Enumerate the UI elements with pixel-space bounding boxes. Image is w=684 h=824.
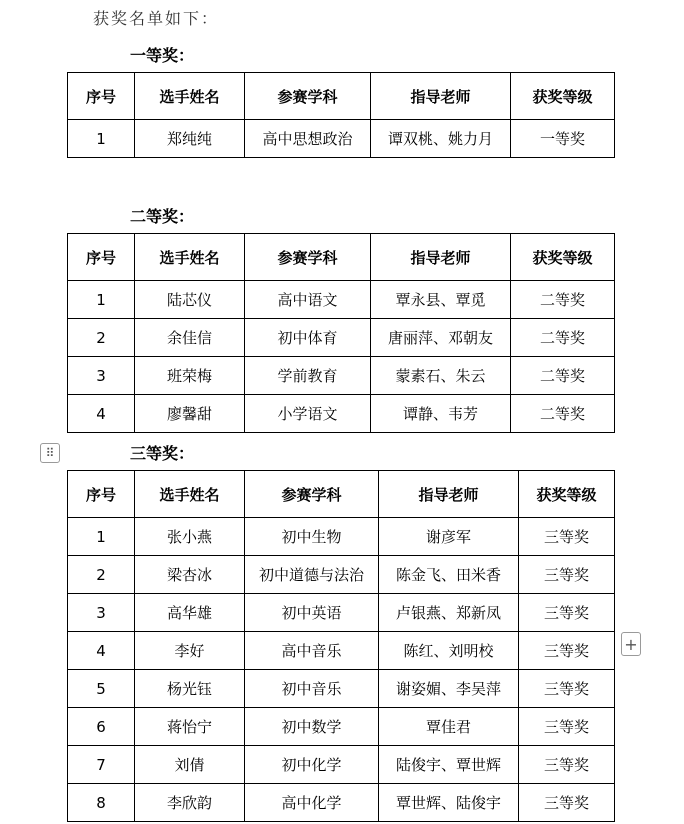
cell-subject[interactable]: 小学语文 [245,395,371,433]
add-row-button[interactable] [621,632,641,656]
cell-teacher[interactable]: 覃佳君 [379,708,519,746]
cell-teacher[interactable]: 卢银燕、郑新凤 [379,594,519,632]
cell-level[interactable]: 三等奖 [519,632,615,670]
cell-name[interactable]: 廖馨甜 [135,395,245,433]
third-prize-table [67,470,615,822]
cell-seq[interactable]: 4 [68,632,135,670]
column-header-teacher: 指导老师 [379,471,519,518]
cell-teacher[interactable]: 陈红、刘明校 [379,632,519,670]
cell-level[interactable]: 三等奖 [519,594,615,632]
cell-subject[interactable]: 初中道德与法治 [245,556,379,594]
table-header-row [68,234,615,281]
cell-subject[interactable]: 初中化学 [245,746,379,784]
cell-seq[interactable]: 5 [68,670,135,708]
cell-subject[interactable]: 学前教育 [245,357,371,395]
column-header-level: 获奖等级 [511,73,615,120]
cell-seq[interactable]: 3 [68,357,135,395]
cell-teacher[interactable]: 谭静、韦芳 [371,395,511,433]
cell-seq[interactable]: 1 [68,120,135,158]
table-row [68,594,615,632]
column-header-subject: 参赛学科 [245,73,371,120]
cell-name[interactable]: 刘倩 [135,746,245,784]
first-prize-heading: 一等奖： [130,46,195,65]
column-header-name: 选手姓名 [135,234,245,281]
cell-teacher[interactable]: 陆俊宇、覃世辉 [379,746,519,784]
cell-teacher[interactable]: 谢姿媚、李吴萍 [379,670,519,708]
cell-seq[interactable]: 4 [68,395,135,433]
cell-level[interactable]: 三等奖 [519,556,615,594]
intro-text: 获奖名单如下： [93,9,220,28]
column-header-level: 获奖等级 [511,234,615,281]
cell-level[interactable]: 一等奖 [511,120,615,158]
cell-name[interactable]: 班荣梅 [135,357,245,395]
cell-level[interactable]: 二等奖 [511,319,615,357]
column-header-seq: 序号 [68,471,135,518]
cell-name[interactable]: 陆芯仪 [135,281,245,319]
table-row [68,556,615,594]
column-header-name: 选手姓名 [135,73,245,120]
table-row [68,281,615,319]
column-header-teacher: 指导老师 [371,73,511,120]
cell-name[interactable]: 高华雄 [135,594,245,632]
cell-subject[interactable]: 高中语文 [245,281,371,319]
cell-subject[interactable]: 初中数学 [245,708,379,746]
table-row [68,708,615,746]
column-header-subject: 参赛学科 [245,471,379,518]
cell-seq[interactable]: 2 [68,556,135,594]
table-header-row [68,471,615,518]
move-handle-icon: ⠿ [45,446,55,460]
cell-seq[interactable]: 1 [68,281,135,319]
cell-subject[interactable]: 高中化学 [245,784,379,822]
table-row [68,784,615,822]
cell-subject[interactable]: 初中体育 [245,319,371,357]
column-header-subject: 参赛学科 [245,234,371,281]
cell-level[interactable]: 三等奖 [519,708,615,746]
cell-name[interactable]: 余佳信 [135,319,245,357]
table-row [68,746,615,784]
cell-seq[interactable]: 2 [68,319,135,357]
cell-seq[interactable]: 3 [68,594,135,632]
cell-seq[interactable]: 1 [68,518,135,556]
cell-level[interactable]: 三等奖 [519,670,615,708]
cell-subject[interactable]: 初中生物 [245,518,379,556]
cell-level[interactable]: 三等奖 [519,518,615,556]
cell-teacher[interactable]: 谢彦军 [379,518,519,556]
cell-name[interactable]: 郑纯纯 [135,120,245,158]
cell-name[interactable]: 张小燕 [135,518,245,556]
table-row [68,670,615,708]
plus-icon: + [624,634,638,654]
third-prize-heading: 三等奖： [130,444,195,463]
table-row [68,632,615,670]
table-header-row [68,73,615,120]
cell-teacher[interactable]: 蒙素石、朱云 [371,357,511,395]
table-row [68,120,615,158]
cell-level[interactable]: 二等奖 [511,281,615,319]
cell-level[interactable]: 三等奖 [519,784,615,822]
second-prize-heading: 二等奖： [130,207,195,226]
cell-name[interactable]: 蒋怡宁 [135,708,245,746]
cell-level[interactable]: 二等奖 [511,357,615,395]
cell-name[interactable]: 李欣韵 [135,784,245,822]
cell-seq[interactable]: 8 [68,784,135,822]
table-row [68,357,615,395]
cell-subject[interactable]: 高中思想政治 [245,120,371,158]
column-header-level: 获奖等级 [519,471,615,518]
cell-name[interactable]: 梁杏冰 [135,556,245,594]
cell-subject[interactable]: 初中英语 [245,594,379,632]
cell-teacher[interactable]: 覃永县、覃觅 [371,281,511,319]
cell-subject[interactable]: 初中音乐 [245,670,379,708]
cell-teacher[interactable]: 覃世辉、陆俊宇 [379,784,519,822]
column-header-seq: 序号 [68,73,135,120]
cell-seq[interactable]: 7 [68,746,135,784]
cell-seq[interactable]: 6 [68,708,135,746]
first-prize-table [67,72,615,158]
column-header-teacher: 指导老师 [371,234,511,281]
cell-subject[interactable]: 高中音乐 [245,632,379,670]
cell-name[interactable]: 杨光钰 [135,670,245,708]
column-header-seq: 序号 [68,234,135,281]
cell-level[interactable]: 二等奖 [511,395,615,433]
cell-teacher[interactable]: 唐丽萍、邓朝友 [371,319,511,357]
cell-level[interactable]: 三等奖 [519,746,615,784]
cell-teacher[interactable]: 陈金飞、田米香 [379,556,519,594]
column-header-name: 选手姓名 [135,471,245,518]
table-row [68,518,615,556]
table-move-handle[interactable] [40,443,60,463]
cell-name[interactable]: 李好 [135,632,245,670]
table-row [68,319,615,357]
table-row [68,395,615,433]
second-prize-table [67,233,615,433]
cell-teacher[interactable]: 谭双桃、姚力月 [371,120,511,158]
